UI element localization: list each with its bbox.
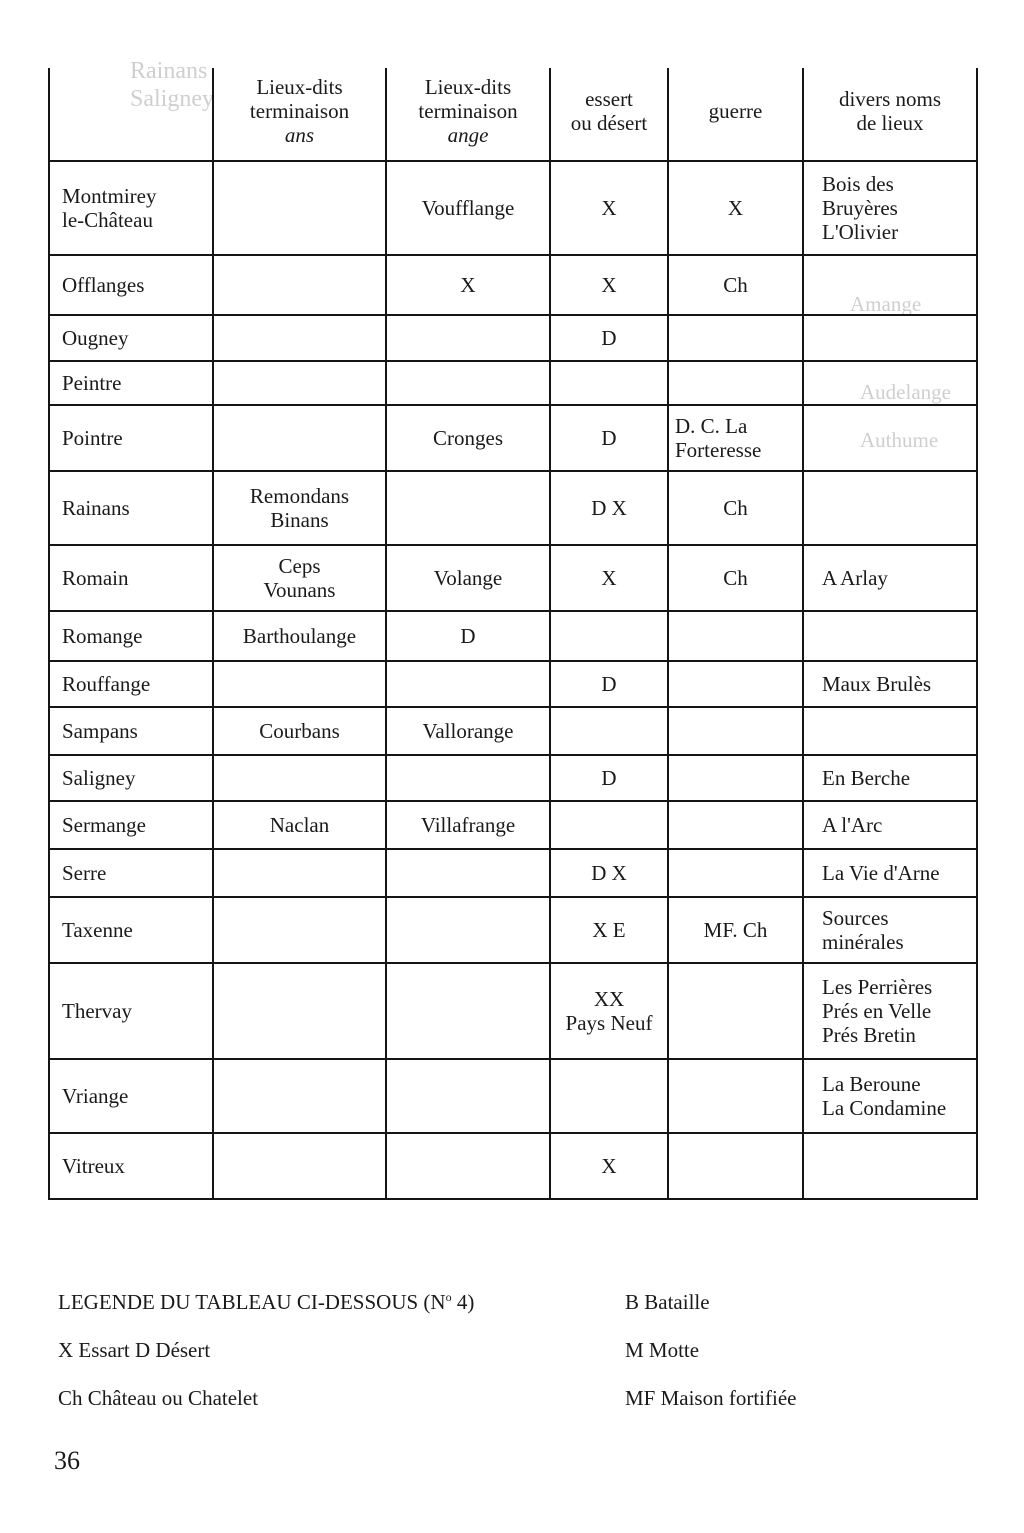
divers-cell: En Berche — [803, 755, 977, 801]
place-cell: Saligney — [49, 755, 213, 801]
bleed-through-text: Amange — [850, 292, 922, 316]
header-line: Lieux-dits — [256, 75, 343, 99]
lieux-dits-ange-cell — [386, 897, 550, 963]
place-cell: Pointre — [49, 405, 213, 471]
lieux-dits-ange-cell: Vallorange — [386, 707, 550, 755]
divers-cell — [803, 471, 977, 545]
place-cell: Offlanges — [49, 255, 213, 315]
guerre-cell — [668, 1059, 803, 1133]
divers-cell: La Vie d'Arne — [803, 849, 977, 897]
essert-cell: D — [550, 315, 668, 361]
header-place — [49, 68, 213, 161]
essert-cell: D X — [550, 471, 668, 545]
place-cell: Rainans — [49, 471, 213, 545]
legend-item: B Bataille — [625, 1290, 710, 1314]
page-number: 36 — [54, 1446, 80, 1475]
header-line: essert — [585, 87, 633, 111]
lieux-dits-ange-cell — [386, 849, 550, 897]
lieux-dits-ange-cell: Cronges — [386, 405, 550, 471]
lieux-dits-ans-cell — [213, 963, 386, 1059]
table-row — [49, 405, 977, 471]
place-cell: Sampans — [49, 707, 213, 755]
header-guerre — [668, 68, 803, 161]
essert-cell: D — [550, 405, 668, 471]
lieux-dits-ans-cell — [213, 255, 386, 315]
header-line: Lieux-dits — [424, 75, 512, 99]
table-row — [49, 1133, 977, 1199]
legend-item: X Essart D Désert — [58, 1338, 211, 1362]
header-line: de lieux — [856, 111, 924, 135]
legend-item: Ch Château ou Chatelet — [58, 1386, 259, 1410]
lieux-dits-ans-cell: Barthoulange — [213, 611, 386, 661]
bleed-through-text: Rainans — [130, 58, 208, 84]
divers-cell: A l'Arc — [803, 801, 977, 849]
lieux-dits-ans-cell — [213, 755, 386, 801]
divers-cell: Les Perrières Prés en Velle Prés Bretin — [803, 963, 977, 1059]
bleed-through-text: Audelange — [860, 380, 951, 404]
lieux-dits-ans-cell: Remondans Binans — [213, 471, 386, 545]
place-cell: Vriange — [49, 1059, 213, 1133]
essert-cell — [550, 611, 668, 661]
essert-cell: D — [550, 755, 668, 801]
guerre-cell: D. C. La Forteresse — [668, 405, 803, 471]
guerre-cell — [668, 801, 803, 849]
table-row — [49, 471, 977, 545]
essert-cell: D — [550, 661, 668, 707]
divers-cell — [803, 611, 977, 661]
divers-cell: A Arlay — [803, 545, 977, 611]
guerre-cell: Ch — [668, 471, 803, 545]
header-line: terminaison — [249, 99, 350, 123]
table-row — [49, 755, 977, 801]
lieux-dits-ans-cell: Courbans — [213, 707, 386, 755]
guerre-cell: MF. Ch — [668, 897, 803, 963]
guerre-cell: Ch — [668, 255, 803, 315]
table-row — [49, 361, 977, 405]
legend-title-superscript: o — [445, 1290, 452, 1304]
place-cell: Rouffange — [49, 661, 213, 707]
essert-cell: X E — [550, 897, 668, 963]
divers-cell: Bois des Bruyères L'Olivier — [803, 161, 977, 255]
divers-cell — [803, 1133, 977, 1199]
lieux-dits-ange-cell: Villafrange — [386, 801, 550, 849]
table-row — [49, 161, 977, 255]
divers-cell: Sources minérales — [803, 897, 977, 963]
table-row — [49, 963, 977, 1059]
table-row — [49, 1059, 977, 1133]
guerre-cell — [668, 755, 803, 801]
lieux-dits-ange-cell — [386, 471, 550, 545]
guerre-cell — [668, 361, 803, 405]
lieux-dits-ans-cell — [213, 161, 386, 255]
divers-cell — [803, 707, 977, 755]
guerre-cell — [668, 963, 803, 1059]
table-body — [49, 161, 977, 1199]
lieux-dits-ange-cell: X — [386, 255, 550, 315]
divers-cell: La Beroune La Condamine — [803, 1059, 977, 1133]
lieux-dits-ans-cell — [213, 897, 386, 963]
table-row — [49, 707, 977, 755]
lieux-dits-ange-cell: D — [386, 611, 550, 661]
divers-cell: Maux Brulès — [803, 661, 977, 707]
place-cell: Peintre — [49, 361, 213, 405]
legend-title-text: LEGENDE DU TABLEAU CI-DESSOUS (N — [58, 1290, 446, 1314]
essert-cell: X — [550, 545, 668, 611]
place-cell: Taxenne — [49, 897, 213, 963]
guerre-cell — [668, 849, 803, 897]
guerre-cell: X — [668, 161, 803, 255]
header-line: ou désert — [570, 111, 648, 135]
lieux-dits-ange-cell: Voufflange — [386, 161, 550, 255]
divers-cell — [803, 405, 977, 471]
lieux-dits-ange-cell: Volange — [386, 545, 550, 611]
place-cell: Ougney — [49, 315, 213, 361]
lieux-dits-ange-cell — [386, 963, 550, 1059]
lieux-dits-ange-cell — [386, 315, 550, 361]
lieux-dits-ange-cell — [386, 755, 550, 801]
guerre-cell — [668, 1133, 803, 1199]
place-cell: Romain — [49, 545, 213, 611]
guerre-cell: Ch — [668, 545, 803, 611]
guerre-cell — [668, 611, 803, 661]
essert-cell: X — [550, 255, 668, 315]
header-divers — [803, 68, 977, 161]
lieux-dits-ans-cell — [213, 315, 386, 361]
legend-title — [58, 1290, 474, 1315]
essert-cell: D X — [550, 849, 668, 897]
place-cell: Vitreux — [49, 1133, 213, 1199]
place-cell: Sermange — [49, 801, 213, 849]
lieux-dits-ange-cell — [386, 361, 550, 405]
header-line: guerre — [708, 99, 763, 123]
header-line: terminaison — [418, 99, 518, 123]
place-cell: Romange — [49, 611, 213, 661]
header-essert — [550, 68, 668, 161]
guerre-cell — [668, 707, 803, 755]
lieux-dits-ans-cell — [213, 849, 386, 897]
table-row — [49, 897, 977, 963]
divers-cell — [803, 255, 977, 315]
guerre-cell — [668, 661, 803, 707]
lieux-dits-ange-cell — [386, 1059, 550, 1133]
essert-cell — [550, 361, 668, 405]
divers-cell — [803, 361, 977, 405]
lieux-dits-ange-cell — [386, 661, 550, 707]
lieux-dits-ans-cell — [213, 405, 386, 471]
place-cell: Serre — [49, 849, 213, 897]
table-row — [49, 315, 977, 361]
essert-cell: X — [550, 161, 668, 255]
header-lieux-dits-ange — [386, 68, 550, 161]
table-header-row — [49, 68, 977, 161]
lieux-dits-ans-cell: Ceps Vounans — [213, 545, 386, 611]
header-suffix: ange — [447, 123, 489, 147]
lieux-dits-ange-cell — [386, 1133, 550, 1199]
table-row — [49, 545, 977, 611]
place-cell: Montmirey le-Château — [49, 161, 213, 255]
bleed-through-text: Saligney — [130, 86, 214, 112]
bleed-through-text: Authume — [860, 428, 939, 452]
header-suffix: ans — [284, 123, 315, 147]
place-names-table — [48, 68, 978, 1200]
legend-title-end: 4) — [451, 1290, 475, 1314]
divers-cell — [803, 315, 977, 361]
lieux-dits-ans-cell — [213, 1059, 386, 1133]
table-row — [49, 661, 977, 707]
lieux-dits-ans-cell — [213, 361, 386, 405]
essert-cell — [550, 707, 668, 755]
table-row — [49, 255, 977, 315]
legend-item: M Motte — [625, 1338, 700, 1362]
essert-cell — [550, 801, 668, 849]
guerre-cell — [668, 315, 803, 361]
legend-item: MF Maison fortifiée — [625, 1386, 797, 1410]
table-row — [49, 611, 977, 661]
header-lieux-dits-ans — [213, 68, 386, 161]
essert-cell: XX Pays Neuf — [550, 963, 668, 1059]
lieux-dits-ans-cell: Naclan — [213, 801, 386, 849]
lieux-dits-ans-cell — [213, 1133, 386, 1199]
essert-cell: X — [550, 1133, 668, 1199]
table-row — [49, 849, 977, 897]
essert-cell — [550, 1059, 668, 1133]
place-cell: Thervay — [49, 963, 213, 1059]
lieux-dits-ans-cell — [213, 661, 386, 707]
header-line: divers noms — [838, 87, 942, 111]
table-row — [49, 801, 977, 849]
